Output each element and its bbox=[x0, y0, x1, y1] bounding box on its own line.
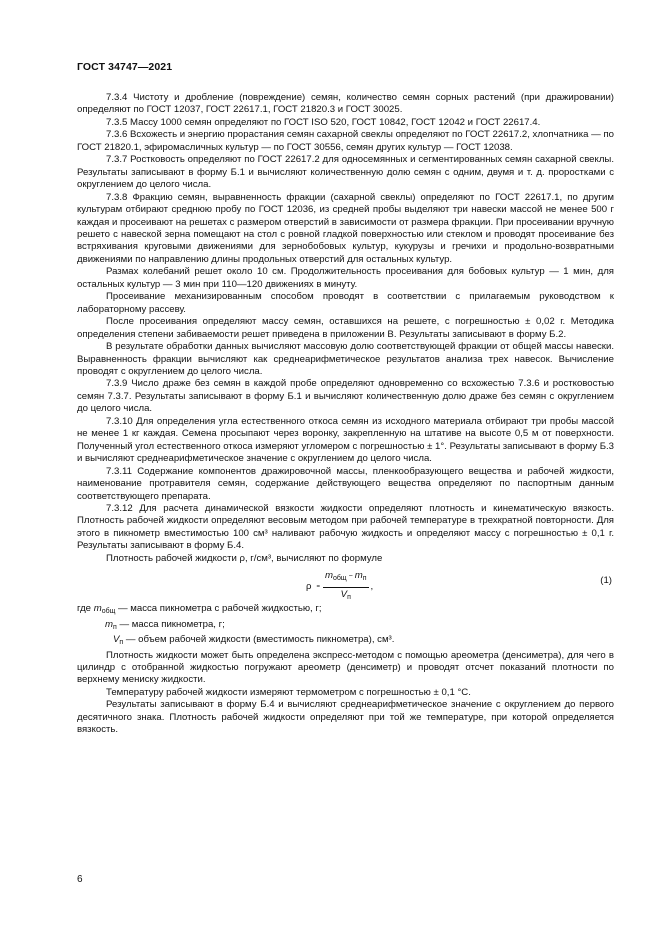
paragraph-7-3-12: 7.3.12 Для расчета динамической вязкости жидкости определяют плотность и кинематическую вязкость. Плотность рабочей жидкости определяют весовым методом при рабочей температуре в трехкратной повторности. Для этого в пикнометр вместимостью 100 см³ наливают рабочую жидкость и определяют массу с погрешностью ± 0,1 г. Результаты записывают в форму Б.4. bbox=[77, 502, 614, 552]
formula-sub-total: общ bbox=[332, 575, 347, 583]
paragraph-areometer: Плотность жидкости может быть определена экспресс-методом с помощью ареометра (денсиметра), для чего в цилиндр с отобранной жидкостью погружают ареометр (денсиметр) и проводят отсчет показаний плотности по верхнему мениску жидкости. bbox=[77, 649, 614, 686]
formula-denominator bbox=[341, 588, 351, 604]
paragraph-7-3-8: 7.3.8 Фракцию семян, выравненность фракции (сахарной свеклы) определяют по ГОСТ 22617.1, по другим культурам отбирают среднюю пробу по ГОСТ 12036, из средней пробы выделяют три навески массой не менее 500 г каждая и просеивают на решетах с размером отверстий в зависимости от размера фракции. При просеивании вручную решето с навеской зерна помещают на стол с ровной гладкой поверхностью или стеклом и проводят просеивание без встряхивания круговыми движениями для зернобобовых культур, кукурузы и гречихи и продольно-возвратными движениями по направлению длины продольных отверстий для остальных культур. bbox=[77, 191, 614, 265]
legend-subscript: п bbox=[113, 623, 117, 631]
formula-sub-volume: п bbox=[347, 593, 351, 601]
paragraph-mechanized-sieving: Просеивание механизированным способом проводят в соответствии с прилагаемым руководством к лабораторному рассеву. bbox=[77, 291, 614, 315]
density-formula bbox=[77, 567, 614, 601]
paragraph-after-sieving: После просеивания определяют массу семян, оставшихся на решете, с погрешностью ± 0,02 г. Методика определения степени забиваемости решет приведена в приложении В. Результаты записывают в форму Б.2. bbox=[77, 316, 614, 340]
paragraph-data-processing: В результате обработки данных вычисляют массовую долю соответствующей фракции от общей массы навески. Выравненность фракции вычисляют как среднеарифметическое результатов анализа трех навесок. Вычисление проводят с округлением до целого числа. bbox=[77, 341, 614, 377]
formula-numerator bbox=[323, 570, 369, 587]
paragraph-7-3-10: 7.3.10 Для определения угла естественного откоса семян из исходного материала отбирают три пробы массой не менее 1 кг каждая. Семена просыпают через воронку, закрепленную на штативе на высоте 0,5 м от поверхности. Полученный угол естественного откоса измеряют угломером с погрешностью ± 1°. Результаты записывают в форму Б.3 и вычисляют среднеарифметическое значение с округлением до целого числа. bbox=[77, 415, 614, 465]
formula-sub-pycnometer: п bbox=[362, 575, 367, 583]
formula-legend bbox=[77, 603, 614, 649]
paragraph-results: Результаты записывают в форму Б.4 и вычисляют среднеарифметическое значение с округлением до первого десятичного знака. Плотность рабочей жидкости определяют при той же температуре, при которой определяется вязкость. bbox=[77, 699, 614, 736]
paragraph-7-3-9: 7.3.9 Число драже без семян в каждой пробе определяют одновременно со всхожестью 7.3.6 и ростковостью семян 7.3.7. Результаты записывают в форму Б.1 и вычисляют количественную долю драже без семян с округлением до целого числа. bbox=[77, 378, 614, 415]
legend-subscript: п bbox=[119, 639, 124, 647]
legend-prefix: где bbox=[77, 603, 92, 615]
formula-var-m-pycnometer: m bbox=[354, 570, 363, 582]
legend-description: — объем рабочей жидкости (вместимость пикнометра), см³. bbox=[123, 634, 395, 646]
legend-description: — масса пикнометра, г; bbox=[116, 618, 225, 630]
formula-var-m-total: m bbox=[324, 570, 333, 582]
document-body bbox=[77, 92, 614, 737]
legend-item-m-pycnometer bbox=[77, 619, 614, 634]
formula-lhs: ρ bbox=[306, 580, 312, 592]
legend-item-volume bbox=[77, 634, 614, 649]
paragraph-7-3-7: 7.3.7 Ростковость определяют по ГОСТ 22617.2 для односемянных и сегментированных семян сахарной свеклы. Результаты записывают в форму Б.1 и вычисляют количественную долю семян с одним, двумя и т. д. проростками с округлением до целого числа. bbox=[77, 154, 614, 191]
formula-var-volume: V bbox=[340, 588, 348, 600]
legend-symbol: m bbox=[105, 618, 113, 630]
paragraph-temperature: Температуру рабочей жидкости измеряют термометром с погрешностью ± 0,1 °С. bbox=[106, 686, 471, 698]
legend-description: — масса пикнометра с рабочей жидкостью, г; bbox=[115, 603, 322, 615]
legend-item-m-total bbox=[77, 603, 614, 618]
document-header: ГОСТ 34747—2021 bbox=[77, 61, 173, 73]
paragraph-7-3-4: 7.3.4 Чистоту и дробление (повреждение) семян, количество семян сорных растений (при дражировании) определяют по ГОСТ 12037, ГОСТ 22617.1, ГОСТ 21820.3 и ГОСТ 30025. bbox=[77, 92, 614, 116]
paragraph-7-3-6: 7.3.6 Всхожесть и энергию прорастания семян сахарной свеклы определяют по ГОСТ 22617.2, хлопчатника — по ГОСТ 21820.1, эфиромасличных культур — по ГОСТ 30556, семян других культур — ГОСТ 12038. bbox=[77, 129, 614, 153]
formula-intro: Плотность рабочей жидкости ρ, г/см³, вычисляют по формуле bbox=[106, 552, 383, 564]
paragraph-7-3-5: 7.3.5 Массу 1000 семян определяют по ГОСТ ISO 520, ГОСТ 10842, ГОСТ 12042 и ГОСТ 22617.4. bbox=[106, 116, 541, 128]
paragraph-sieve-oscillation: Размах колебаний решет около 10 см. Продолжительность просеивания для бобовых культур — 1 мин, для остальных культур — 3 мин при 110—120 движениях в минуту. bbox=[77, 266, 614, 290]
legend-subscript: общ bbox=[101, 608, 116, 616]
paragraph-7-3-11: 7.3.11 Содержание компонентов дражировочной массы, пленкообразующего вещества и рабочей жидкости, наименование протравителя семян, содержание действующего вещества определяют по паспортным данным соответствующего препарата. bbox=[77, 465, 614, 502]
formula-number: (1) bbox=[600, 575, 612, 587]
legend-symbol: V bbox=[113, 634, 120, 646]
page-number: 6 bbox=[77, 874, 83, 885]
formula-trailing-comma: , bbox=[370, 580, 374, 592]
formula-equals: = bbox=[316, 583, 320, 590]
formula-expression bbox=[306, 570, 373, 604]
legend-symbol: m bbox=[93, 603, 102, 615]
formula-minus: − bbox=[348, 573, 353, 581]
formula-fraction bbox=[323, 570, 369, 604]
